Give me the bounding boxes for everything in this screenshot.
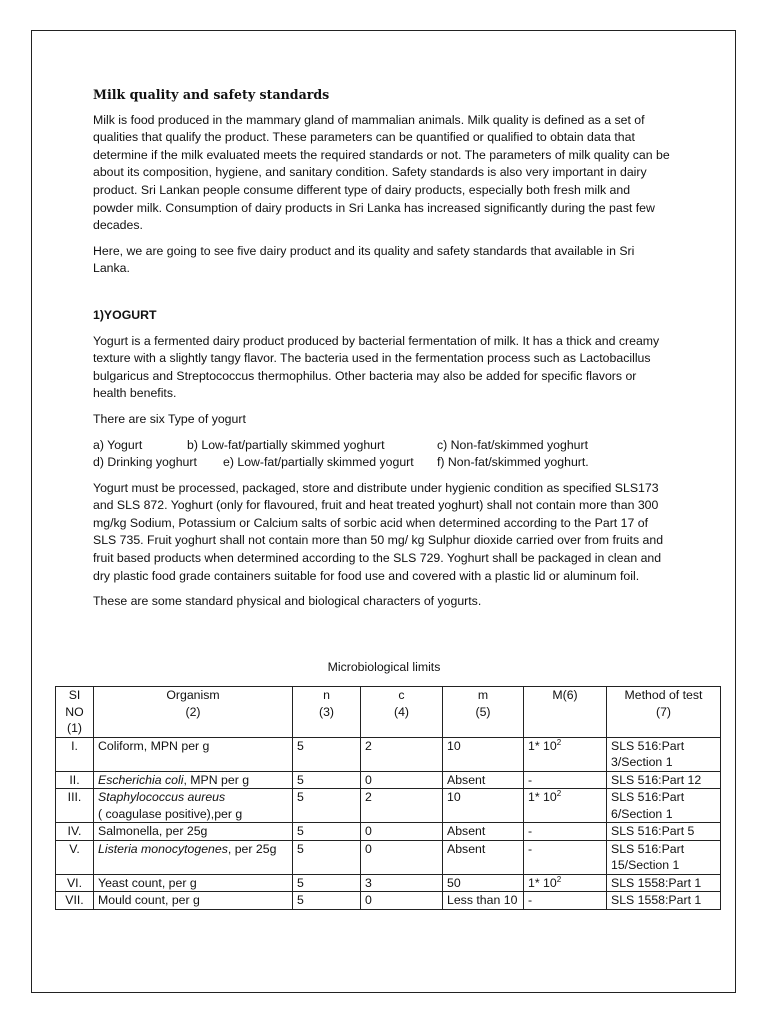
microbiological-limits-table — [55, 686, 721, 910]
table-row: VII. Mould count, per g 5 0 Less than 10 - SLS 1558:Part 1 — [56, 892, 721, 910]
document-title: Milk quality and safety standards — [93, 87, 330, 102]
type-e: e) Low-fat/partially skimmed yogurt — [223, 455, 414, 470]
header-organism: Organism (2) — [94, 687, 293, 738]
table-row: III. Staphylococcus aureus ( coagulase positive),per g 5 2 10 1* $10^2$ SLS 516:Part 6/Section 1 — [56, 789, 721, 823]
table-row: IV. Salmonella, per 25g 5 0 Absent - SLS 516:Part 5 — [56, 823, 721, 841]
table-header-row — [56, 687, 721, 738]
type-f: f) Non-fat/skimmed yoghurt. — [437, 455, 589, 470]
type-c: c) Non-fat/skimmed yoghurt — [437, 437, 589, 452]
table-row: VI. Yeast count, per g 5 3 50 1* $10^2$ SLS 1558:Part 1 — [56, 874, 721, 892]
table-row: II. Escherichia coli, MPN per g 5 0 Absent - SLS 516:Part 12 — [56, 771, 721, 789]
yogurt-description: Yogurt is a fermented dairy product produced by bacterial fermentation of milk. It has a thick and creamy texture with a slightly tangy flavor. The bacteria used in the fermentation process such as Lactobacillus bulgaricus and Streptococcus thermophilus. Other bacteria may also be added for specific flavors or health benefits. — [93, 333, 660, 401]
yogurt-types-list — [93, 437, 673, 472]
yogurt-processing: Yogurt must be processed, packaged, store and distribute under hygienic condition as specified SLS173 and SLS 872. Yoghurt (only for flavoured, fruit and heat treated yoghurt) shall not contain more than 300 mg/kg Sodium, Potassium or Calcium salts of sorbic acid when determined according to the Part 17 of SLS 735. Fruit yoghurt shall not contain more than 50 mg/ kg Sulphur dioxide carried over from fruits and fruit based products when determined according to the SLS 729. Yoghurt shall be packaged in clean and dry plastic food grade containers suitable for food use and covered with a plastic lid or aluminum foil. — [93, 480, 664, 583]
table-caption: Microbiological limits — [327, 660, 441, 674]
header-m: m (5) — [443, 687, 524, 738]
intro-paragraph-2: Here, we are going to see five dairy product and its quality and safety standards that available in Sri Lanka. — [93, 243, 635, 276]
header-M: M(6) — [524, 687, 607, 738]
type-a: a) Yogurt — [93, 437, 143, 452]
table-row: V. Listeria monocytogenes, per 25g 5 0 Absent - SLS 516:Part 15/Section 1 — [56, 840, 721, 874]
yogurt-standards-intro: These are some standard physical and biological characters of yogurts. — [93, 594, 482, 609]
type-d: d) Drinking yoghurt — [93, 455, 197, 470]
yogurt-types-intro: There are six Type of yogurt — [93, 411, 246, 426]
type-b: b) Low-fat/partially skimmed yoghurt — [187, 437, 385, 452]
yogurt-heading: 1)YOGURT — [93, 307, 157, 322]
header-method: Method of test (7) — [607, 687, 721, 738]
header-n: n (3) — [293, 687, 361, 738]
header-c: c (4) — [361, 687, 443, 738]
header-sno: SI NO (1) — [56, 687, 94, 738]
document-body — [93, 86, 673, 619]
intro-paragraph-1: Milk is food produced in the mammary gland of mammalian animals. Milk quality is defined as a set of qualities that qualify the product. These parameters can be quantified or qualified to obtain data that determine if the milk evaluated meets the required standards or not. The parameters of milk quality can be about its composition, hygiene, and sanitary condition. Safety standards is also very important in dairy product. Sri Lankan people consume different type of dairy products, especially both fresh milk and powder milk. Consumption of dairy products in Sri Lanka has increased significantly during the past few decades. — [93, 112, 670, 233]
table-row: I. Coliform, MPN per g 5 2 10 1* $10^2$ SLS 516:Part 3/Section 1 — [56, 737, 721, 771]
